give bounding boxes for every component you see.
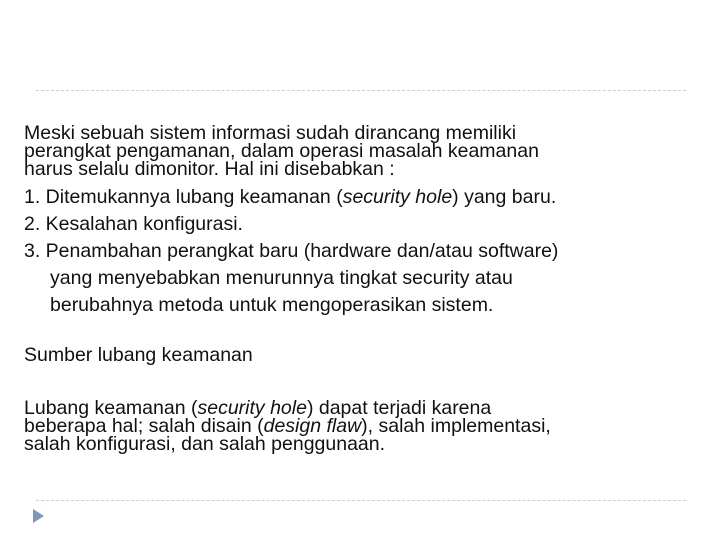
slide-content xyxy=(24,124,694,453)
list-item-3-continuation: yang menyebabkan menurunnya tingkat security atau xyxy=(50,267,513,289)
list-item-3-continuation: berubahnya metoda untuk mengoperasikan sistem. xyxy=(50,294,494,316)
section-heading: Sumber lubang keamanan xyxy=(24,344,253,366)
closing-line-3: salah konfigurasi, dan salah penggunaan. xyxy=(24,432,386,455)
closing-text: ) dapat terjadi karena xyxy=(306,396,492,419)
closing-text: ), salah implementasi, xyxy=(361,414,551,437)
list-item-1 xyxy=(24,188,694,215)
emphasis-term: design flaw xyxy=(263,414,362,437)
closing-line-2 xyxy=(24,414,694,437)
top-divider xyxy=(36,90,686,91)
list-item-2: 2. Kesalahan konfigurasi. xyxy=(24,213,243,235)
intro-line: harus selalu dimonitor. Hal ini disebabkan : xyxy=(24,158,395,180)
cause-list xyxy=(24,188,694,323)
list-item-text: ) yang baru. xyxy=(452,186,557,208)
emphasis-term: security hole xyxy=(342,186,453,208)
bottom-divider xyxy=(36,500,686,501)
list-item-3: 3. Penambahan perangkat baru (hardware dan/atau software) xyxy=(24,240,559,262)
intro-paragraph xyxy=(24,124,694,178)
closing-text: beberapa hal; salah disain ( xyxy=(24,414,264,437)
intro-line: Meski sebuah sistem informasi sudah dirancang memiliki xyxy=(24,122,517,144)
closing-text: Lubang keamanan ( xyxy=(24,396,198,419)
bullet-arrow-icon xyxy=(33,509,44,523)
list-item-text: 1. Ditemukannya lubang keamanan ( xyxy=(24,186,343,208)
intro-line: perangkat pengamanan, dalam operasi masalah keamanan xyxy=(24,140,539,162)
emphasis-term: security hole xyxy=(197,396,307,419)
closing-paragraph xyxy=(24,396,694,455)
